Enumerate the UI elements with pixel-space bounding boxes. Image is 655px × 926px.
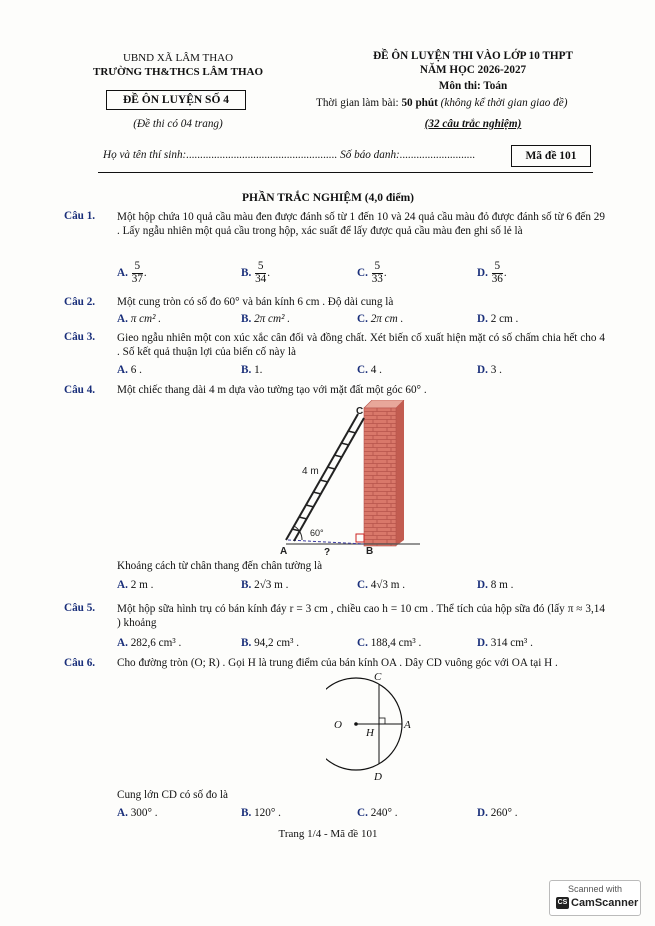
point-b-label: B (366, 546, 374, 556)
q4-follow: Khoảng cách từ chân thang đến chân tường là (117, 560, 323, 572)
q3-option-b[interactable]: B. 1. (241, 364, 263, 376)
q6-label: Câu 6. (64, 657, 96, 669)
exam-number-box: ĐỀ ÔN LUYỆN SỐ 4 (106, 90, 246, 110)
q6-option-b[interactable]: B. 120° . (241, 807, 281, 819)
point-d-label: D (374, 771, 382, 783)
ladder-rail-right (294, 418, 364, 541)
q3-text: Gieo ngẫu nhiên một con xúc xắc cân đối và đồng chất. Xét biến cố xuất hiện mặt có số chấm chia hết cho 4 . Số kết quả thuận lợi của biến cố này là (117, 332, 605, 358)
q6-option-d[interactable]: D. 260° . (477, 807, 518, 819)
camscanner-logo-icon: CS (556, 897, 569, 909)
exam-title: ĐỀ ÔN LUYỆN THI VÀO LỚP 10 THPT (373, 50, 573, 62)
camscanner-stamp (549, 880, 641, 916)
q2-option-c[interactable]: C. 2π cm . (357, 313, 404, 325)
q5-text: Một hộp sữa hình trụ có bán kính đáy r = 3 cm , chiều cao h = 10 cm . Thể tích của hộp sữa đó (lấy π ≈ 3,14 ) khoảng (117, 603, 605, 629)
pages-note: (Đề thi có 04 trang) (133, 118, 223, 130)
school-year: NĂM HỌC 2026-2027 (419, 64, 527, 76)
point-a-label: A (404, 719, 411, 731)
center-dot (354, 722, 358, 726)
q2-text: Một cung tròn có số đo 60° và bán kính 6 cm . Độ dài cung là (117, 296, 394, 308)
point-c-label: C (374, 671, 382, 683)
q2-option-d[interactable]: D. 2 cm . (477, 313, 519, 325)
school-name: TRƯỜNG TH&THCS LÂM THAO (92, 66, 263, 78)
q5-option-b[interactable]: B. 94,2 cm³ . (241, 637, 300, 649)
page-footer: Trang 1/4 - Mã đề 101 (278, 828, 378, 840)
q4-option-c[interactable]: C. 4√3 m . (357, 579, 406, 591)
subject: Môn thi: Toán (438, 80, 508, 92)
candidate-line: Họ và tên thí sinh:...................................................... Số báo danh:........................... (103, 149, 476, 161)
point-a-label: A (280, 546, 288, 556)
q3-option-a[interactable]: A. 6 . (117, 364, 142, 376)
q4-option-a[interactable]: A. 2 m . (117, 579, 154, 591)
q4-text: Một chiếc thang dài 4 m dựa vào tường tạo với mặt đất một góc 60° . (117, 384, 427, 396)
q1-text: Một hộp chứa 10 quả cầu màu đen được đánh số từ 1 đến 10 và 24 quả cầu màu đỏ được đánh số từ 6 đến 29 . Lấy ngẫu nhiên một quả cầu trong hộp, xác suất để lấy được quả cầu màu đen ghi số lẻ là (117, 211, 605, 237)
ladder-length-label: 4 m (302, 466, 319, 477)
authority-name: UBND XÃ LÂM THAO (122, 52, 234, 64)
point-o-label: O (334, 719, 342, 731)
q1-option-d[interactable]: D. $\frac{5}{36}$ . (477, 260, 507, 285)
q3-option-c[interactable]: C. 4 . (357, 364, 382, 376)
exam-code-box: Mã đề 101 (511, 145, 591, 167)
q6-follow: Cung lớn CD có số đo là (117, 789, 228, 801)
q2-option-b[interactable]: B. 2π cm² . (241, 313, 291, 325)
brick-wall (364, 408, 396, 546)
q4-option-b[interactable]: B. 2√3 m . (241, 579, 289, 591)
q5-option-d[interactable]: D. 314 cm³ . (477, 637, 533, 649)
q6-option-a[interactable]: A. 300° . (117, 807, 158, 819)
time-line: Thời gian làm bài: 50 phút (không kể thời gian giao đề) (316, 97, 568, 109)
point-c-label: C (356, 406, 364, 417)
q2-label: Câu 2. (64, 296, 96, 308)
angle-label: 60° (310, 528, 324, 538)
q4-label: Câu 4. (64, 384, 96, 396)
wall-side (396, 400, 404, 546)
q6-option-c[interactable]: C. 240° . (357, 807, 398, 819)
section-title: PHẦN TRẮC NGHIỆM (4,0 điểm) (242, 192, 414, 204)
q1-option-c[interactable]: C. $\frac{5}{33}$ . (357, 260, 387, 285)
q3-label: Câu 3. (64, 331, 96, 343)
q5-option-a[interactable]: A. 282,6 cm³ . (117, 637, 182, 649)
q1-option-a[interactable]: A. $\frac{5}{37}$ . (117, 260, 147, 285)
unknown-distance-label: ? (324, 547, 331, 556)
point-h-label: H (366, 727, 374, 739)
right-angle-mark (356, 534, 364, 542)
ladder-rungs (292, 431, 356, 531)
stamp-line2: CS CamScanner (557, 897, 639, 909)
circle-figure (326, 668, 416, 786)
question-count: (32 câu trắc nghiệm) (424, 118, 522, 130)
q1-option-b[interactable]: B. $\frac{5}{34}$ . (241, 260, 271, 285)
header-divider (98, 172, 593, 173)
ladder-rail-left (286, 414, 358, 540)
q1-label: Câu 1. (64, 210, 96, 222)
q6-text: Cho đường tròn (O; R) . Gọi H là trung điểm của bán kính OA . Dây CD vuông góc với OA tại H . (117, 657, 558, 669)
q5-option-c[interactable]: C. 188,4 cm³ . (357, 637, 422, 649)
q4-option-d[interactable]: D. 8 m . (477, 579, 514, 591)
q3-option-d[interactable]: D. 3 . (477, 364, 502, 376)
ladder-figure (272, 400, 422, 556)
q5-label: Câu 5. (64, 602, 96, 614)
q2-option-a[interactable]: A. π cm² . (117, 313, 162, 325)
stamp-line1: Scanned with (567, 884, 623, 894)
right-angle-h (379, 718, 385, 724)
